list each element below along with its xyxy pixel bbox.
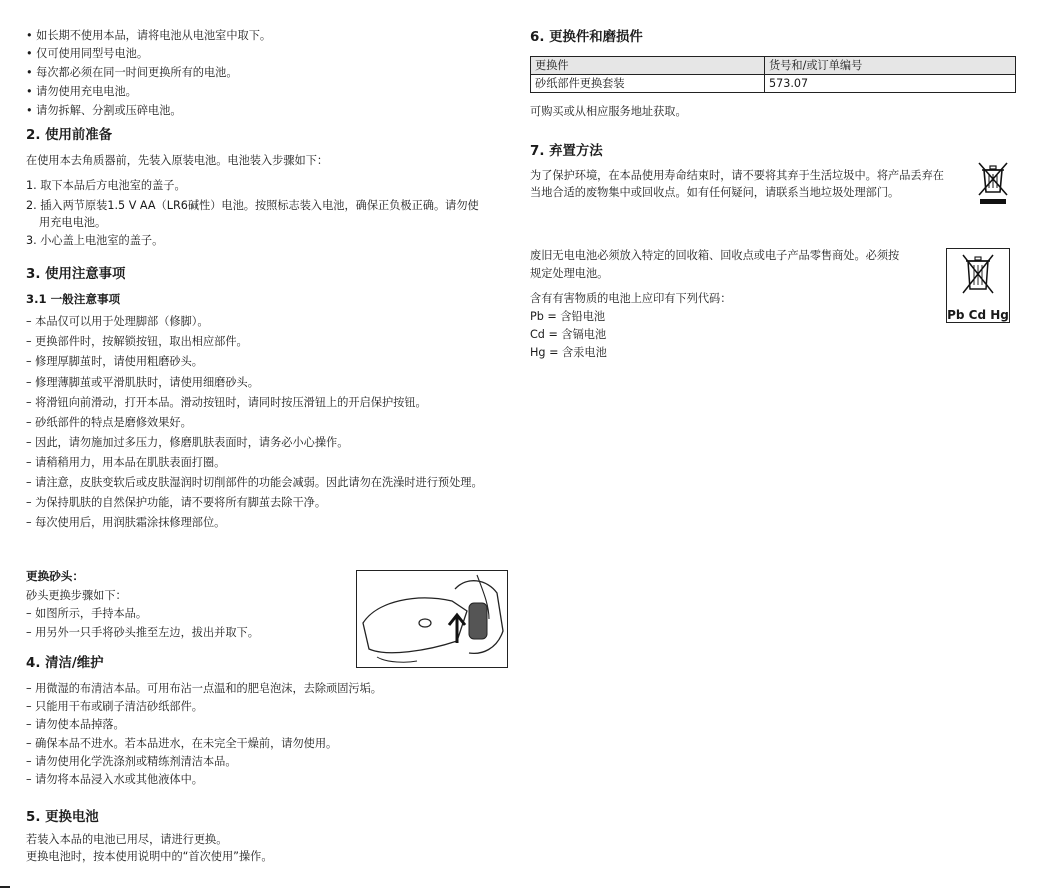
battery-bullet: • 仅可使用同型号电池。 [26,45,148,62]
section-2-title: 2. 使用前准备 [26,128,113,143]
hand-holding-device-illustration [356,570,508,668]
disposal-line2: 当地合适的废物集中或回收点。如有任何疑问，请联系当地垃圾处理部门。 [530,186,900,199]
section-7-title: 7. 弃置方法 [530,144,603,159]
precaution-item: – 更换部件时，按解锁按钮，取出相应部件。 [26,333,248,350]
code-cd: Cd = 含镉电池 [530,328,607,341]
table-cell: 砂纸部件更换套装 [531,75,765,93]
cleaning-item: – 请勿将本品浸入水或其他液体中。 [26,771,203,788]
section-5-line1: 若装入本品的电池已用尽，请进行更换。 [26,833,228,846]
cleaning-item: – 请勿使本品掉落。 [26,716,125,733]
section-2-intro: 在使用本去角质器前，先装入原装电池。电池装入步骤如下： [26,154,329,167]
replace-head-item: – 如图所示，手持本品。 [26,605,147,622]
table-header-cell: 更换件 [531,57,765,75]
battery-bullet: • 请勿使用充电电池。 [26,83,137,100]
precaution-item: – 请注意，皮肤变软后或皮肤湿润时切削部件的功能会减弱。因此请勿在洗澡时进行预处理。 [26,474,483,491]
precaution-item: – 每次使用后，用润肤霜涂抹修理部位。 [26,514,225,531]
crossed-bin-icon [976,160,1010,206]
section-5-line2: 更换电池时，按本使用说明中的“首次使用”操作。 [26,850,273,863]
table-cell: 573.07 [765,75,1016,93]
section-3-1-title: 3.1 一般注意事项 [26,292,121,306]
cleaning-item: – 只能用干布或刷子清洁砂纸部件。 [26,698,203,715]
battery-bullet: • 如长期不使用本品，请将电池从电池室中取下。 [26,27,271,44]
precaution-item: – 因此，请勿施加过多压力，修磨肌肤表面时，请务必小心操作。 [26,434,348,451]
precaution-item: – 将滑钮向前滑动，打开本品。滑动按钮时，请同时按压滑钮上的开启保护按钮。 [26,394,427,411]
section-3-title: 3. 使用注意事项 [26,267,126,282]
step-3: 3. 小心盖上电池室的盖子。 [26,234,164,247]
precaution-item: – 砂纸部件的特点是磨修效果好。 [26,414,192,431]
battery-bullet: • 每次都必须在同一时间更换所有的电池。 [26,64,238,81]
codes-intro: 含有有害物质的电池上应印有下列代码： [530,292,732,305]
replace-head-title: 更换砂头： [26,569,84,583]
replace-head-intro: 砂头更换步骤如下： [26,589,127,602]
precaution-item: – 修理厚脚茧时，请使用粗磨砂头。 [26,353,203,370]
battery-bullet: • 请勿拆解、分割或压碎电池。 [26,102,182,119]
section-6-title: 6. 更换件和磨损件 [530,30,643,45]
page-edge-mark [0,886,10,888]
step-2-line2: 用充电电池。 [39,216,107,229]
precaution-item: – 本品仅可以用于处理脚部（修脚）。 [26,313,209,330]
section-5-title: 5. 更换电池 [26,810,99,825]
battery-disposal-line1: 废旧无电电池必须放入特定的回收箱、回收点或电子产品零售商处。必须按 [530,249,900,262]
section-6-note: 可购买或从相应服务地址获取。 [530,105,687,118]
section-4-title: 4. 清洁/维护 [26,656,104,671]
replace-head-item: – 用另外一只手将砂头推至左边，拔出并取下。 [26,624,259,641]
precaution-item: – 请稍稍用力，用本品在肌肤表面打圈。 [26,454,225,471]
code-hg: Hg = 含汞电池 [530,346,607,359]
code-pb: Pb = 含铅电池 [530,310,606,323]
table-header-cell: 货号和/或订单编号 [765,57,1016,75]
disposal-line1: 为了保护环境，在本品使用寿命结束时，请不要将其弃于生活垃圾中。将产品丢弃在 [530,169,944,182]
cleaning-item: – 确保本品不进水。若本品进水，在未完全干燥前，请勿使用。 [26,735,337,752]
cleaning-item: – 用微湿的布清洁本品。可用布沾一点温和的肥皂泡沫，去除顽固污垢。 [26,680,382,697]
battery-bin-icon [946,248,1010,323]
table-row [531,75,1016,93]
hazardous-codes-label: Pb Cd Hg [947,308,1009,322]
step-1: 1. 取下本品后方电池室的盖子。 [26,179,186,192]
battery-disposal-line2: 规定处理电池。 [530,267,609,280]
parts-table [530,56,1016,93]
step-2-line1: 2. 插入两节原装1.5 V AA（LR6碱性）电池。按照标志装入电池，确保正负极正确。请勿使 [26,199,479,212]
precaution-item: – 修理薄脚茧或平滑肌肤时，请使用细磨砂头。 [26,374,259,391]
cleaning-item: – 请勿使用化学洗涤剂或精练剂清洁本品。 [26,753,237,770]
precaution-item: – 为保持肌肤的自然保护功能，请不要将所有脚茧去除干净。 [26,494,326,511]
table-header-row [531,57,1016,75]
